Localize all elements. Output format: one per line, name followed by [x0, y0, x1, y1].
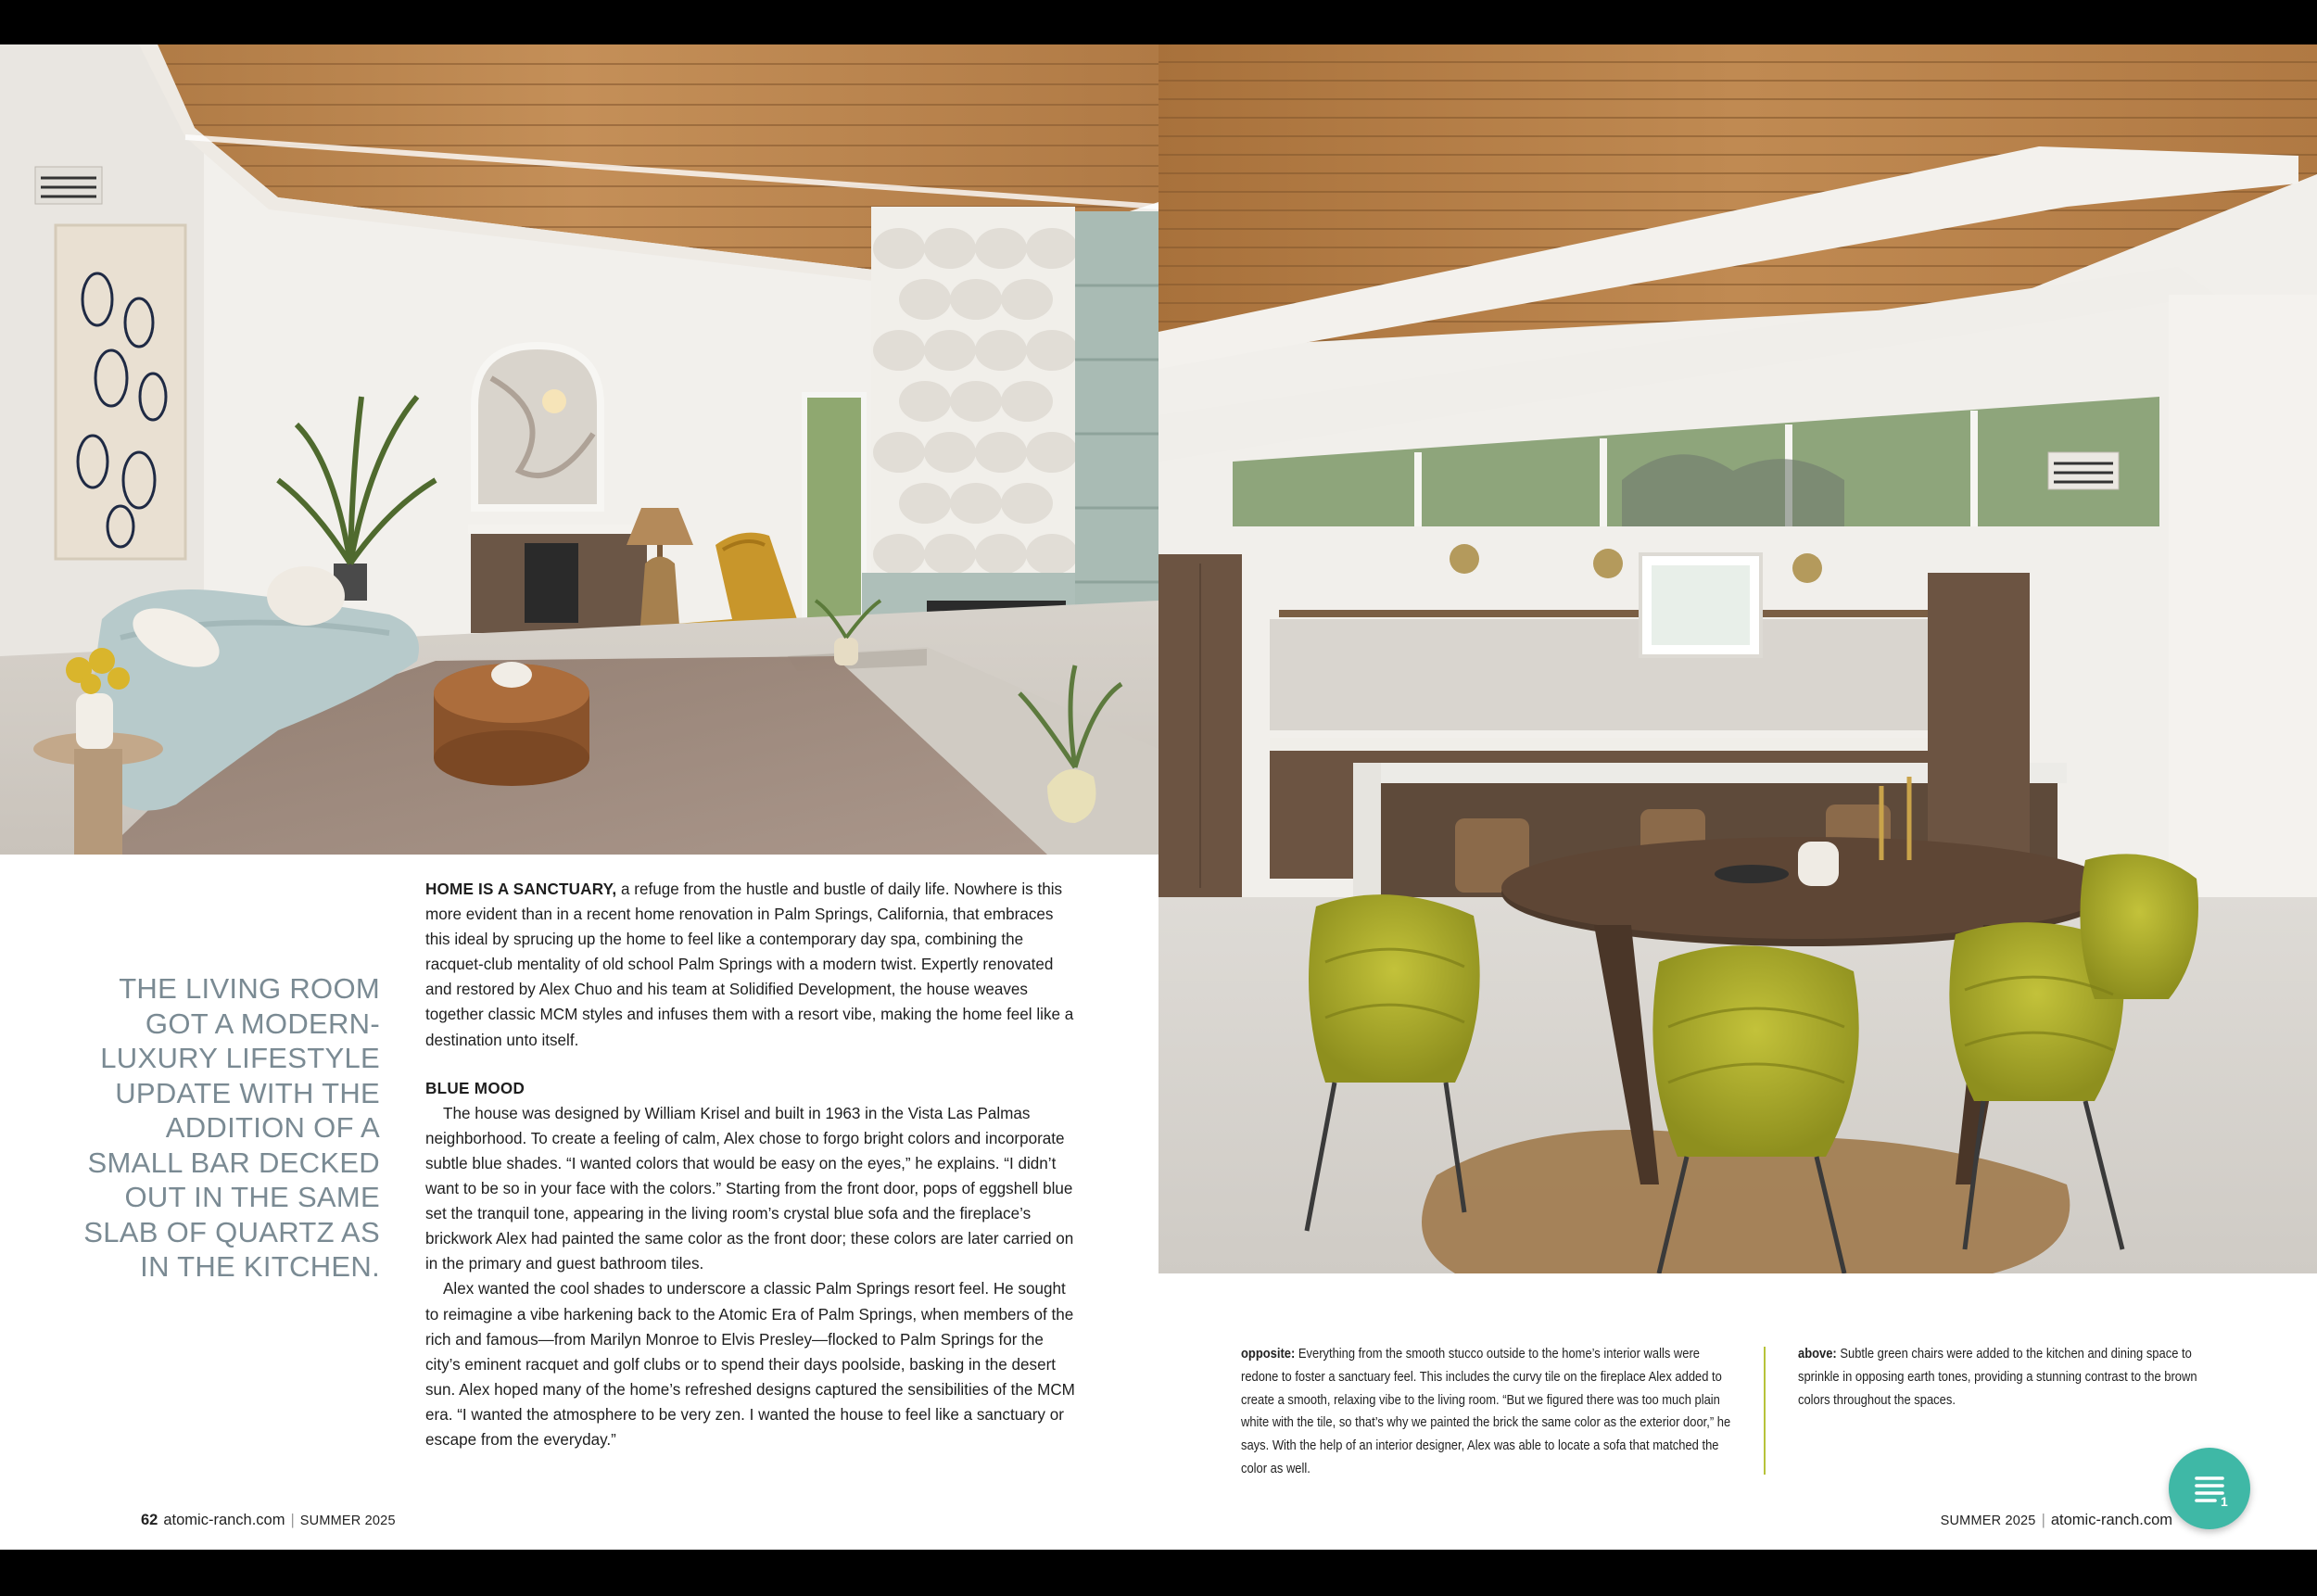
footer-separator: |: [290, 1512, 295, 1528]
pull-quote-line: IN THE KITCHEN.: [140, 1250, 380, 1283]
footer-separator: |: [2041, 1512, 2045, 1528]
footer-left: [141, 1512, 396, 1529]
body-paragraph: The house was designed by William Krisel and built in 1963 in the Vista Las Palmas neighborhood. To create a feeling of calm, Alex chose to forgo bright colors and incorporate subtle blue shades. “I wanted colors that would be easy on the eyes,” he explains. “I didn’t want to be so in your face with the colors.” Starting from the front door, pops of eggshell blue set the tranquil tone, appearing in the living room’s crystal blue sofa and the fireplace’s brickwork Alex had painted the same color as the front door; these colors are later carried on in the primary and guest bathroom tiles.: [425, 1104, 1074, 1273]
pull-quote: [82, 971, 380, 1285]
pull-quote-line: LUXURY LIFESTYLE: [100, 1042, 380, 1074]
footer-issue: SUMMER 2025: [1940, 1514, 2036, 1528]
pull-quote-line: GOT A MODERN-: [145, 1007, 380, 1040]
pull-quote-line: ADDITION OF A: [165, 1111, 380, 1144]
pull-quote-line: SMALL BAR DECKED: [87, 1146, 380, 1179]
menu-button[interactable]: [2169, 1448, 2250, 1529]
kitchen-dining-photo: [1158, 44, 2317, 1273]
menu-badge: 1: [2221, 1494, 2228, 1509]
living-room-photo: [0, 44, 1158, 855]
caption-label: opposite:: [1241, 1347, 1296, 1362]
article-body: [425, 877, 1076, 1452]
pull-quote-line: THE LIVING ROOM: [119, 972, 380, 1005]
magazine-spread: [0, 44, 2317, 1550]
footer-right: [1941, 1512, 2172, 1529]
caption-text: Subtle green chairs were added to the kitchen and dining space to sprinkle in opposing earth tones, providing a stunning contrast to the brown colors throughout the spaces.: [1798, 1347, 2197, 1408]
body-paragraph: Alex wanted the cool shades to underscore a classic Palm Springs resort feel. He sought to reimagine a vibe harkening back to the Atomic Era of Palm Springs, when members of the rich and famous—from Marilyn Monroe to Elvis Presley—flocked to Palm Springs for the city’s eminent racquet and golf clubs or to spend their days poolside, basking in the desert sun. Alex hoped many of the home’s refreshed designs captured the sensibilities of the MCM era. “I wanted the atmosphere to be very zen. I wanted the house to feel like a sanctuary or escape from the everyday.”: [425, 1280, 1075, 1449]
section-heading: BLUE MOOD: [425, 1079, 525, 1097]
footer-issue: SUMMER 2025: [299, 1514, 396, 1528]
caption-label: above:: [1798, 1347, 1837, 1362]
lead-paragraph: [425, 877, 1076, 1053]
footer-site: atomic-ranch.com: [163, 1512, 285, 1528]
pull-quote-line: UPDATE WITH THE: [115, 1076, 380, 1109]
pull-quote-line: OUT IN THE SAME: [124, 1181, 380, 1213]
footer-site: atomic-ranch.com: [2050, 1512, 2172, 1528]
page-number: 62: [141, 1512, 158, 1528]
caption-divider: [1764, 1347, 1766, 1475]
caption-opposite: [1241, 1343, 1735, 1481]
kitchen-illustration: [1158, 44, 2317, 1273]
caption-above: [1798, 1343, 2228, 1412]
living-room-illustration: [0, 44, 1158, 855]
caption-text: Everything from the smooth stucco outside to the home’s interior walls were redone to foster a sanctuary feel. This includes the curvy tile on the fireplace Alex added to create a smooth, relaxing vibe to the living room. “But we figured there was too much plain white with the tile, so that’s why we painted the brick the same color as the exterior door,” he says. With the help of an interior designer, Alex was able to locate a sofa that matched the color as well.: [1241, 1347, 1731, 1476]
pull-quote-line: SLAB OF QUARTZ AS: [83, 1215, 380, 1248]
lead-in: HOME IS A SANCTUARY,: [425, 880, 617, 898]
lead-text: a refuge from the hustle and bustle of daily life. Nowhere is this more evident than in a recent home renovation in Palm Springs, California, that embraces this ideal by sprucing up the home to feel like a contemporary day spa, combining the racquet-club mentality of old school Palm Springs with a modern twist. Expertly renovated and restored by Alex Chuo and his team at Solidified Development, the house weaves together classic MCM styles and infuses them with a resort vibe, making the home feel like a destination unto itself.: [425, 880, 1074, 1049]
